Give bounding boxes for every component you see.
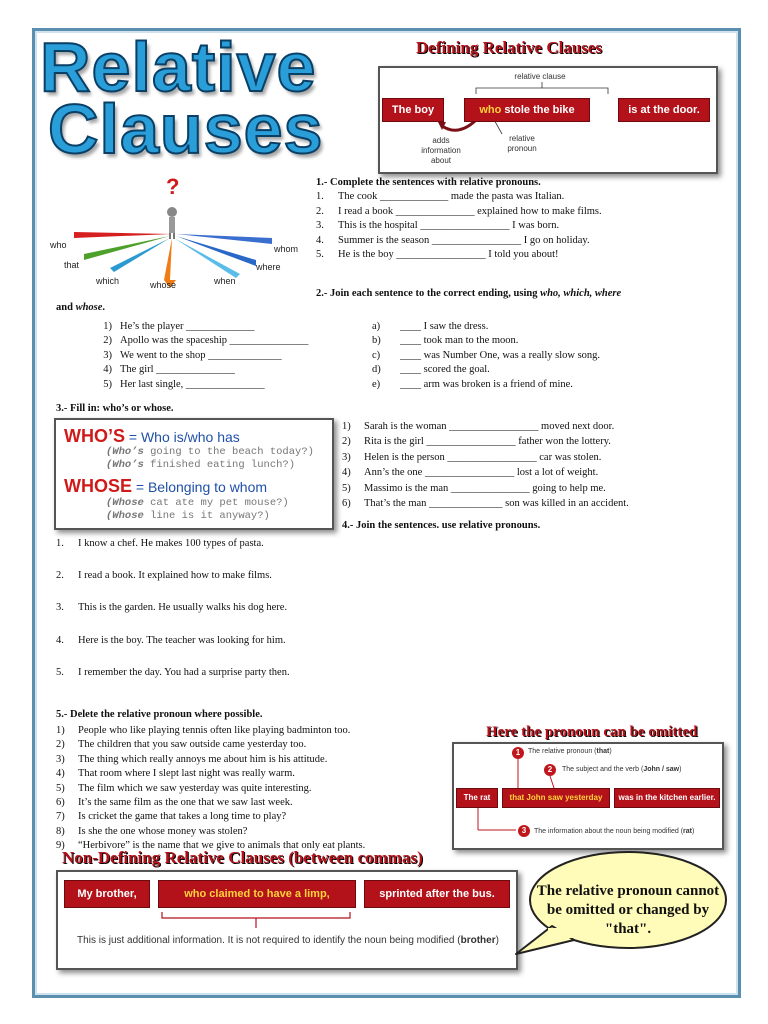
ex1-item-text: He is the boy _________________ I told you about! bbox=[338, 249, 559, 261]
ex4-item-text: This is the garden. He usually walks his dog here. bbox=[78, 602, 288, 614]
ex2-right-item-text: ____ scored the goal. bbox=[400, 364, 490, 376]
ex3-item-text: Sarah is the woman _________________ moved next door. bbox=[364, 421, 615, 432]
at-door-box: is at the door. bbox=[618, 98, 710, 122]
note-brother: brother bbox=[460, 935, 496, 946]
note-2-a: The subject and the verb ( bbox=[562, 766, 644, 773]
ex5-item-number: 3) bbox=[56, 753, 65, 765]
ex5-item-text: Is cricket the game that takes a long time to play? bbox=[78, 811, 287, 823]
note-3-a: The information about the noun being modified ( bbox=[534, 828, 684, 835]
ex2-right-item-number: b) bbox=[372, 335, 381, 347]
ex2-left-item-text: Apollo was the spaceship _______________ bbox=[120, 335, 309, 347]
marker-1: 1 bbox=[512, 747, 524, 759]
ex2-left-item bbox=[84, 334, 364, 348]
ex3-item-number: 1) bbox=[342, 421, 351, 432]
exercise-1 bbox=[316, 176, 716, 262]
ex2-left-item-text: We went to the shop ______________ bbox=[120, 349, 282, 361]
ex1-item-text: This is the hospital _________________ I was born. bbox=[338, 220, 560, 232]
nondefining-bracket bbox=[58, 872, 516, 968]
ex2-title-whose: whose bbox=[75, 302, 103, 313]
omitted-diagram bbox=[452, 742, 724, 850]
ex1-item-number: 3. bbox=[316, 220, 324, 232]
ex3-item bbox=[342, 465, 722, 480]
exercise-2-right-list bbox=[372, 320, 672, 392]
ex2-left-item-number: 5) bbox=[103, 378, 112, 390]
whos-ex1-rest: going to the beach today?) bbox=[143, 446, 314, 458]
whose-example-1 bbox=[106, 497, 289, 510]
exercise-4-title: 4.- Join the sentences. use relative pronouns. bbox=[342, 520, 541, 531]
ex5-item-text: It’s the same film as the one that we saw last week. bbox=[78, 797, 293, 809]
word-who: who bbox=[50, 240, 67, 250]
ex1-item bbox=[316, 205, 716, 219]
ex2-left-item-number: 2) bbox=[103, 335, 112, 347]
whos-whose-box bbox=[54, 418, 334, 530]
note-1-c: ) bbox=[609, 748, 612, 755]
note-3-b: rat bbox=[683, 828, 692, 835]
ex2-right-item bbox=[372, 349, 672, 363]
exercise-3-title: 3.- Fill in: who’s or whose. bbox=[56, 403, 174, 414]
ex3-item-number: 2) bbox=[342, 436, 351, 448]
who-word: who bbox=[479, 104, 502, 116]
word-which: which bbox=[96, 276, 120, 286]
ex5-item-text: The children that you saw outside came yesterday too. bbox=[78, 739, 307, 751]
exercise-4-list bbox=[56, 537, 456, 698]
ex2-right-item bbox=[372, 378, 672, 392]
adds-info-label: adds information about bbox=[421, 136, 461, 165]
word-where: where bbox=[256, 262, 281, 272]
whose-ex1-rest: cat ate my pet mouse?) bbox=[143, 497, 289, 509]
who-claimed-box: who claimed to have a limp, bbox=[158, 880, 356, 908]
ex3-item-number: 6) bbox=[342, 498, 351, 510]
ex2-left-item bbox=[84, 363, 364, 377]
whose-meaning: = Belonging to whom bbox=[132, 479, 268, 495]
note-2-c: ) bbox=[679, 766, 682, 773]
ex3-item bbox=[342, 434, 722, 449]
ex1-item bbox=[316, 234, 716, 248]
ex5-item bbox=[56, 782, 456, 796]
ex4-item bbox=[56, 666, 456, 698]
marker-2: 2 bbox=[544, 764, 556, 776]
nondefining-diagram bbox=[56, 870, 518, 970]
ex5-item-number: 9) bbox=[56, 840, 65, 852]
ex5-item bbox=[56, 810, 456, 824]
whos-example-1 bbox=[106, 446, 314, 459]
my-brother-box: My brother, bbox=[64, 880, 150, 908]
kitchen-box: was in the kitchen earlier. bbox=[614, 788, 720, 808]
ex2-left-item bbox=[84, 320, 364, 334]
ex5-item-text: Is she the one whose money was stolen? bbox=[78, 825, 248, 837]
whos-heading: WHO’S bbox=[64, 426, 125, 446]
ex1-item-number: 1. bbox=[316, 191, 324, 203]
whos-example-2 bbox=[106, 459, 295, 472]
ex2-title-b: and bbox=[56, 302, 76, 313]
ex4-item-number: 1. bbox=[56, 538, 64, 549]
whos-meaning: = Who is/who has bbox=[125, 429, 240, 445]
exercise-2-title-line1 bbox=[316, 287, 716, 301]
ex5-item-text: People who like playing tennis often like playing badminton too. bbox=[78, 725, 351, 736]
ex5-item-number: 5) bbox=[56, 782, 65, 794]
ex3-item-number: 5) bbox=[342, 482, 351, 494]
ex3-item bbox=[342, 496, 722, 511]
ex2-left-item-number: 1) bbox=[103, 321, 112, 332]
ex4-item-text: Here is the boy. The teacher was looking for him. bbox=[78, 634, 286, 646]
whose-heading: WHOSE bbox=[64, 476, 133, 496]
whose-line bbox=[64, 476, 267, 497]
word-that: that bbox=[64, 260, 80, 270]
note-1-a: The relative pronoun ( bbox=[528, 748, 597, 755]
ex4-item-number: 5. bbox=[56, 666, 64, 678]
note-end: ) bbox=[495, 935, 499, 946]
marker-3: 3 bbox=[518, 825, 530, 837]
ex2-right-item-text: ____ I saw the dress. bbox=[400, 321, 489, 332]
ex2-right-item-text: ____ arm was broken is a friend of mine. bbox=[400, 378, 573, 390]
whose-ex2-rest: line is it anyway?) bbox=[143, 510, 270, 522]
ex4-item-number: 4. bbox=[56, 634, 64, 646]
note-1-b: that bbox=[596, 748, 610, 755]
pronoun-words bbox=[49, 240, 298, 290]
ex3-item-number: 4) bbox=[342, 467, 351, 479]
ex1-item-number: 5. bbox=[316, 249, 324, 261]
ex3-item-text: Helen is the person _________________ car was stolen. bbox=[364, 451, 602, 463]
relative-clause-label: relative clause bbox=[514, 72, 566, 81]
defining-diagram bbox=[378, 66, 718, 174]
stole-text: stole the bike bbox=[504, 104, 575, 116]
ex5-item bbox=[56, 753, 456, 767]
whos-ex1-key: (Who’s bbox=[106, 446, 144, 458]
whose-ex2-key: (Whose bbox=[106, 510, 144, 522]
omitted-title: Here the pronoun can be omitted bbox=[486, 724, 698, 740]
ex2-title-end: . bbox=[102, 302, 106, 313]
ex5-item-number: 1) bbox=[56, 725, 65, 736]
ex5-item-number: 2) bbox=[56, 739, 65, 751]
ex5-item-text: The thing which really annoys me about him is his attitude. bbox=[78, 753, 328, 765]
exercise-5-title: 5.- Delete the relative pronoun where possible. bbox=[56, 709, 263, 720]
ex1-item bbox=[316, 219, 716, 233]
ex5-item bbox=[56, 796, 456, 810]
ex4-item bbox=[56, 634, 456, 666]
main-title-line2: Clauses bbox=[48, 90, 324, 168]
defining-title: Defining Relative Clauses bbox=[416, 38, 603, 57]
ex2-right-item bbox=[372, 334, 672, 348]
ex1-item-number: 4. bbox=[316, 234, 324, 246]
ex3-item-text: That’s the man ______________ son was killed in an accident. bbox=[364, 498, 629, 510]
ex4-item-number: 2. bbox=[56, 570, 64, 582]
ex2-left-item-number: 3) bbox=[103, 349, 112, 361]
exercise-5-list bbox=[56, 724, 456, 854]
ex5-item bbox=[56, 825, 456, 839]
ex5-item-number: 6) bbox=[56, 797, 65, 809]
ex1-item bbox=[316, 248, 716, 262]
ex2-right-item-text: ____ took man to the moon. bbox=[400, 335, 519, 347]
relative-pronoun-label: relative pronoun bbox=[507, 134, 537, 153]
ex1-item-text: Summer is the season _________________ I go on holiday. bbox=[338, 234, 590, 246]
ex3-item bbox=[342, 481, 722, 496]
ex1-item-text: The cook _____________ made the pasta was Italian. bbox=[338, 191, 565, 203]
word-whose: whose bbox=[150, 280, 177, 290]
ex5-item-text: That room where I slept last night was really warm. bbox=[78, 768, 295, 780]
sprinted-box: sprinted after the bus. bbox=[364, 880, 510, 908]
whos-line bbox=[64, 426, 240, 447]
exercise-2-left-list bbox=[84, 320, 364, 392]
speech-bubble-text: The relative pronoun cannot be omitted or changed by "that". bbox=[536, 883, 720, 937]
ex3-item-text: Massimo is the man _______________ going to help me. bbox=[364, 482, 606, 494]
ex4-item-text: I know a chef. He makes 100 types of pasta. bbox=[78, 538, 264, 549]
note-text: This is just additional information. It is not required to identify the noun being modified ( bbox=[77, 935, 461, 946]
note-2-b: John / saw bbox=[643, 766, 680, 773]
note-3-c: ) bbox=[692, 828, 695, 835]
ex2-left-item bbox=[84, 378, 364, 392]
ex3-item-text: Ann’s the one _________________ lost a lot of weight. bbox=[364, 467, 599, 479]
ex1-item bbox=[316, 190, 716, 204]
ex5-item bbox=[56, 767, 456, 781]
ex2-left-item bbox=[84, 349, 364, 363]
ex4-item bbox=[56, 601, 456, 633]
ex3-item-number: 3) bbox=[342, 451, 351, 463]
ex5-item-number: 4) bbox=[56, 768, 65, 780]
ex2-right-item-text: ____ was Number One, was a really slow song. bbox=[400, 349, 601, 361]
ex4-item-number: 3. bbox=[56, 602, 64, 614]
ex2-left-item-number: 4) bbox=[103, 364, 112, 376]
exercise-2-title-line2 bbox=[56, 301, 105, 315]
ex2-right-item bbox=[372, 320, 672, 334]
whose-example-2 bbox=[106, 510, 270, 523]
ex5-item bbox=[56, 724, 456, 738]
ex2-right-item bbox=[372, 363, 672, 377]
ex1-item-text: I read a book _______________ explained how to make films. bbox=[338, 205, 602, 217]
ex2-right-item-number: d) bbox=[372, 364, 381, 376]
ex5-item-text: “Herbivore” is the name that we give to animals that only eat plants. bbox=[78, 840, 366, 852]
ex5-item-number: 8) bbox=[56, 825, 65, 837]
ex2-title-a: 2.- Join each sentence to the correct ending, using bbox=[316, 288, 541, 299]
ex2-title-words: who, which, where bbox=[540, 288, 622, 299]
ex3-item-text: Rita is the girl _________________ father won the lottery. bbox=[364, 436, 611, 448]
ex4-item bbox=[56, 537, 456, 569]
main-title-line1: Relative bbox=[40, 28, 317, 106]
ex2-left-item-text: He’s the player _____________ bbox=[120, 321, 255, 332]
who-stole-box bbox=[464, 98, 590, 122]
ex2-left-item-text: The girl _______________ bbox=[120, 364, 235, 376]
ex2-right-item-number: e) bbox=[372, 378, 381, 390]
word-when: when bbox=[214, 276, 236, 286]
ex3-item bbox=[342, 450, 722, 465]
exercise-3-list bbox=[342, 419, 722, 511]
ex3-item bbox=[342, 419, 722, 434]
ex5-item bbox=[56, 738, 456, 752]
ex2-right-item-number: a) bbox=[372, 321, 381, 332]
whos-ex2-rest: finished eating lunch?) bbox=[143, 459, 296, 471]
ex5-item-text: The film which we saw yesterday was quite interesting. bbox=[78, 782, 312, 794]
ex4-item bbox=[56, 569, 456, 601]
the-rat-box: The rat bbox=[456, 788, 498, 808]
ex5-item-number: 7) bbox=[56, 811, 65, 823]
word-whom: whom bbox=[274, 244, 299, 254]
that-john-box: that John saw yesterday bbox=[502, 788, 610, 808]
ex2-left-item-text: Her last single, _______________ bbox=[120, 378, 265, 390]
exercise-1-list bbox=[316, 190, 716, 262]
ex1-item-number: 2. bbox=[316, 205, 324, 217]
question-mark: ? bbox=[166, 174, 180, 199]
nondefining-note bbox=[68, 934, 508, 947]
ex4-item-text: I remember the day. You had a surprise party then. bbox=[78, 666, 290, 678]
pronoun-arrows-illustration bbox=[44, 172, 306, 298]
ex4-item-text: I read a book. It explained how to make films. bbox=[78, 570, 272, 582]
the-boy-box: The boy bbox=[382, 98, 444, 122]
exercise-1-title: 1.- Complete the sentences with relative pronouns. bbox=[316, 177, 541, 188]
whos-ex2-key: (Who’s bbox=[106, 459, 144, 471]
nondefining-title: Non-Defining Relative Clauses (between commas) bbox=[62, 848, 423, 867]
ex2-right-item-number: c) bbox=[372, 349, 381, 361]
whose-ex1-key: (Whose bbox=[106, 497, 144, 509]
note-3 bbox=[534, 827, 694, 837]
